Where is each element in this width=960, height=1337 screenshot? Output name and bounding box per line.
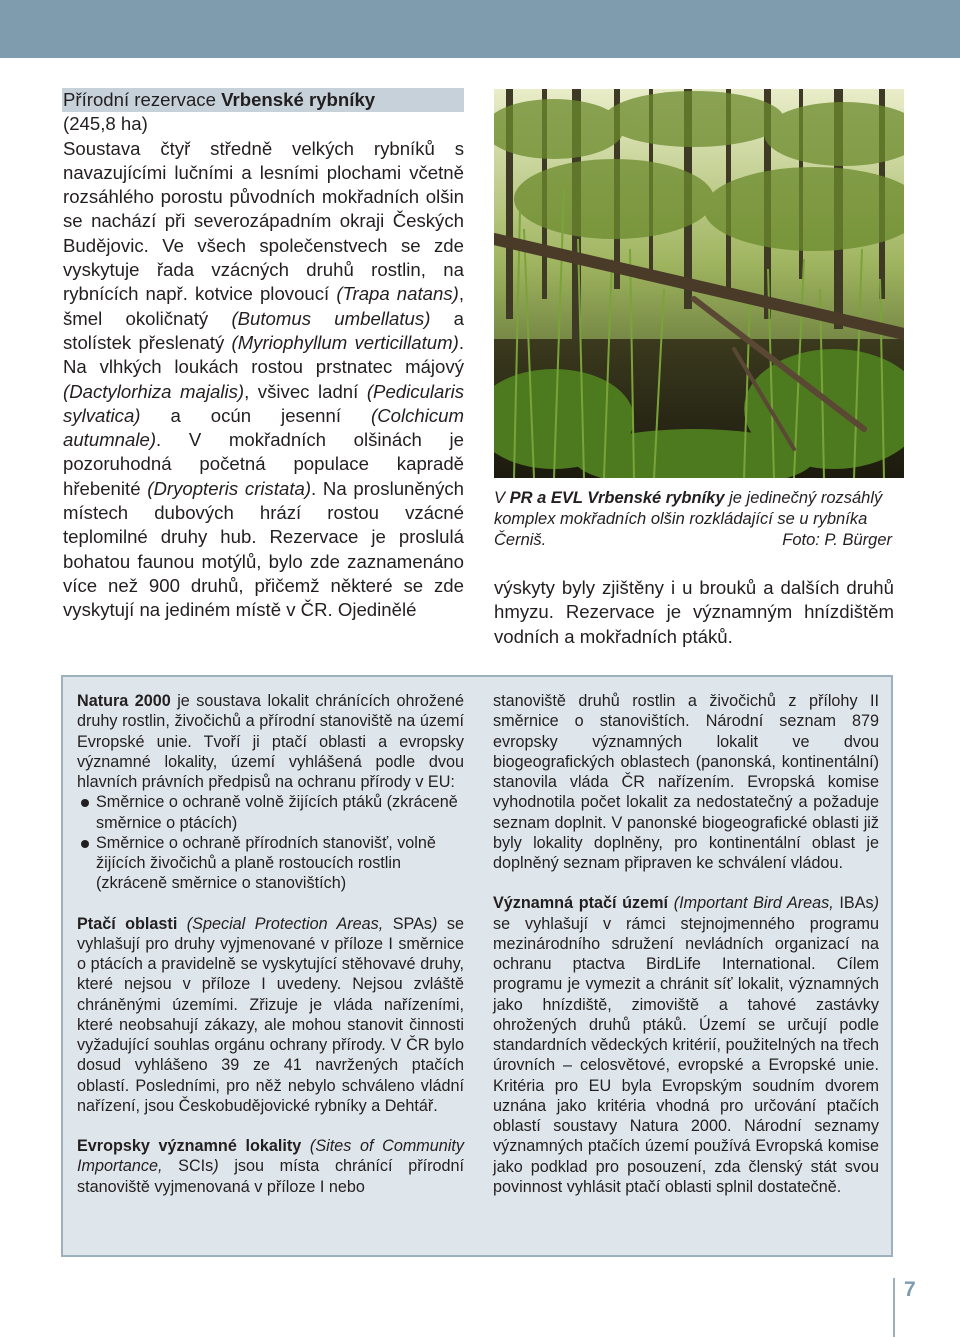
photo-credit: Foto: P. Bürger — [782, 531, 892, 549]
area-text: (245,8 ha) — [63, 113, 148, 135]
spa-term: Ptačí oblasti — [77, 914, 178, 933]
wetland-photo — [494, 89, 904, 478]
spa-text: se vyhlašují pro druhy vyjmenované v příloze I směrnice o ptácích a pravidelně se vyskytující stěhovavé druhy, které nejsou v příloze I uvedeny. Nejsou zvláště chráněnými územími. Zřizuje je vláda nařízeními, které neobsahují zákazy, ale mohou stanovit činnosti vyžadující souhlas orgánu ochrany přírody. V ČR bylo dosud vyhlášeno 39 ze 41 navržených ptačích oblastí. Posledními, pro něž nebylo schváleno vládní nařízení, jsou Českobudějovické rybníky a Dehtář. — [77, 914, 464, 1115]
iba-close: ) — [873, 894, 879, 913]
article-text — [63, 88, 464, 623]
list-item-text: Směrnice o ochraně volně žijících ptáků (zkráceně směrnice o ptácích) — [96, 793, 458, 832]
body-part: . Na vlhkých loukách rostou prstnatec májový — [63, 331, 464, 378]
sci-continuation: stanoviště druhů rostlin a živočichů z přílohy II směrnice o stanovištích. Národní seznam 879 evropsky významných lokalit ve dvou biogeografických oblastech (panonská, kontinentální) stanovila vláda ČR nařízením. Evropská komise vyhodnotila počet lokalit za nedostatečný a požaduje seznam doplnit. V panonské biogeografické oblasti již byly lokality doplněny, pro kontinentální oblast je doplněný seznam připraven ke schválení vládou. — [493, 692, 879, 872]
page-number: 7 — [904, 1278, 916, 1301]
latin-name: (Butomus umbellatus) — [231, 307, 431, 329]
iba-text: se vyhlašují v rámci stejnojmenného programu mezinárodního sdružení nevládních organizací na ochranu ptactva BirdLife International. Cílem programu je vymezit a chránit síť lokalit, významných jako hnízdiště, zimoviště a tahové zastávky ohrožených druhů ptáků. Území se určují podle standardních vědeckých kritérií, použitelných na třech úrovních – celosvětové, evropské a Evropské unie. Kritéria pro EU byla Evropským soudním dvorem uznána jako kritéria vhodná pro určování ptačích oblastí soustavy Natura 2000. Národní seznamy významných ptačích území používá Evropská komise jako podklad pro posouzení, zda členský stát svou povinnost vyhlásit ptačí oblasti splnil dostatečně. — [493, 914, 879, 1196]
latin-name: (Myriophyllum verticillatum) — [231, 331, 459, 353]
list-item — [77, 792, 464, 833]
iba-latin: (Important Bird Areas, — [668, 894, 840, 913]
caption-text: je jedinečný rozsáhlý komplex mokřadních olšin rozkládající se u rybníka Černiš. — [494, 489, 883, 549]
sci-close: ) — [213, 1157, 219, 1176]
iba-paragraph — [493, 893, 879, 1197]
spa-paragraph — [77, 914, 464, 1117]
latin-name: (Colchicum autumnale) — [63, 404, 464, 451]
list-item-text: Směrnice o ochraně přírodních stanovišť, volně žijících živočichů a planě rostoucích rostlin (zkráceně směrnice o stanovištích) — [96, 833, 436, 893]
iba-term: Významná ptačí území — [493, 894, 669, 913]
body-part: a ocún jesenní — [140, 404, 371, 426]
spa-abbr: SPAs — [392, 914, 433, 933]
body-part: a stolístek přeslenatý — [63, 307, 464, 353]
body-part: , šmel okoličnatý — [63, 283, 464, 329]
spa-close: ) — [432, 914, 438, 933]
list-item — [77, 833, 464, 894]
latin-name: (Trapa natans) — [336, 283, 459, 305]
sci-text: jsou místa chránící přírodní stanoviště vyjmenovaná v příloze I nebo — [77, 1157, 464, 1196]
directive-list — [77, 792, 464, 893]
latin-name: (Dactylorhiza majalis) — [63, 380, 245, 402]
photo-caption — [494, 488, 898, 551]
title-name: Vrbenské rybníky — [221, 89, 376, 110]
bullet-icon — [81, 840, 89, 848]
sci-latin: (Sites of Community Importance, — [77, 1137, 464, 1176]
article-title — [62, 88, 464, 112]
sci-term: Evropsky významné lokality — [77, 1137, 302, 1155]
continuation-text: výskyty byly zjištěny i u brouků a dalších druhů hmyzu. Rezervace je významným hnízdištěm vodních a mokřadních ptáků. — [494, 577, 894, 647]
body-part: . Na prosluněných místech dubových hrází rostou vzácné teplomilné druhy hub. Rezervace je proslulá bohatou faunou motýlů, bylo zde zaznamenáno více než 900 druhů, přičemž některé se zde vyskytují na jediném místě v ČR. Ojedinělé — [63, 477, 464, 621]
info-box-right-column — [493, 691, 879, 1217]
natura-term: Natura 2000 — [77, 692, 171, 710]
latin-name: (Dryopteris cristata) — [147, 477, 312, 499]
spa-latin: (Special Protection Areas, — [177, 914, 393, 933]
caption-text: V — [494, 489, 510, 507]
latin-name: (Pedicularis sylvatica) — [63, 380, 464, 426]
top-banner — [0, 0, 960, 58]
sci-abbr: SCIs — [178, 1157, 214, 1176]
info-box-left-column — [77, 691, 464, 1217]
title-prefix: Přírodní rezervace — [63, 89, 222, 110]
iba-abbr: IBAs — [839, 894, 874, 913]
article-continuation — [494, 576, 894, 649]
bullet-icon — [81, 799, 89, 807]
body-part: Soustava čtyř středně velkých rybníků s navazujícími lučními a lesními plochami včetně rozsáhlého porostu původních mokřadních olšin se nachází při severozápadním okraji Českých Budějovic. Ve všech společenstvech se zde vyskytuje řada vzácných druhů rostlin, na rybnících např. kotvice plovoucí — [63, 137, 464, 305]
natura-info-box — [61, 675, 893, 1257]
natura-text: je soustava lokalit chránících ohrožené druhy rostlin, živočichů a přírodní stanoviště na území Evropské unie. Tvoří ji ptačí oblasti a evropsky významné lokality, území vyhlášená podle dvou hlavních právních předpisů na ochranu přírody v EU: — [77, 692, 464, 791]
body-part: , všivec ladní — [244, 380, 367, 402]
natura-paragraph — [77, 691, 464, 792]
sci-paragraph — [77, 1136, 464, 1197]
page-number-rule — [893, 1278, 895, 1337]
caption-bold: PR a EVL Vrbenské rybníky — [509, 489, 725, 507]
article-body — [63, 112, 464, 622]
body-part: . V mokřadních olšinách je pozoruhodná početná populace kapradě hřebenité — [63, 429, 464, 499]
